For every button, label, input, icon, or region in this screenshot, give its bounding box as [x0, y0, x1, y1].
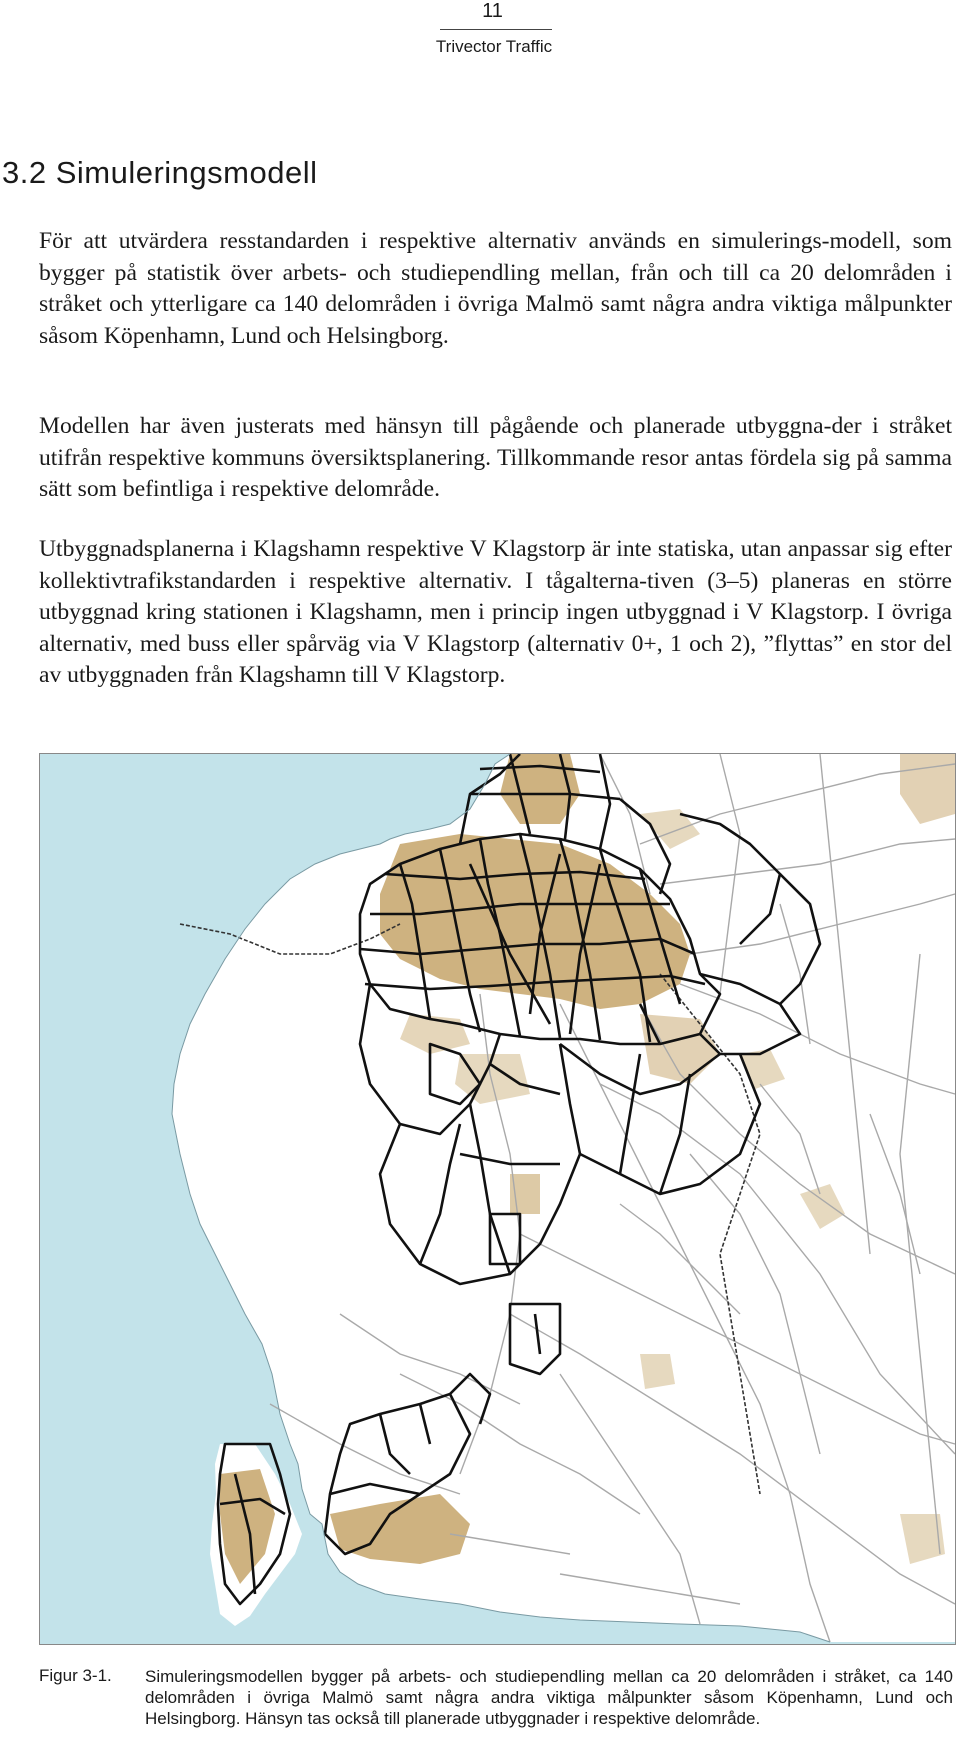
page-number: 11: [482, 0, 503, 22]
paragraph-1: För att utvärdera resstandarden i respektive alternativ används en simulerings-modell, som bygger på statistik över arbets- och studiependling mellan, från och till ca 20 delområden i stråket och ytterligare ca 140 delområden i övriga Malmö samt några andra viktiga målpunkter såsom Köpenhamn, Lund och Helsingborg.: [39, 228, 952, 349]
header-rule: [440, 29, 552, 30]
figure-caption: Simuleringsmodellen bygger på arbets- och studiependling mellan ca 20 delområden i stråket, ca 140 delområden i övriga Malmö samt några andra viktiga målpunkter såsom Köpenhamn, Lund och Helsingborg. Hänsyn tas också till planerade utbyggnader i respektive delområde.: [145, 1667, 953, 1728]
header-company: Trivector Traffic: [435, 37, 553, 56]
paragraph-3: Utbyggnadsplanerna i Klagshamn respektive V Klagstorp är inte statiska, utan anpassar sig efter kollektivtrafikstandarden i respektive alternativ. I tågalterna-tiven (3–5) planeras en större utbyggnad kring stationen i Klagshamn, men i princip ingen utbyggnad i V Klagstorp. I övriga alternativ, med buss eller spårväg via V Klagstorp (alternativ 0+, 1 och 2), ”flyttas” en stor del av utbyggnaden från Klagshamn till V Klagstorp.: [39, 536, 952, 688]
figure-label: Figur 3-1.: [39, 1666, 112, 1685]
zone-map: [40, 754, 955, 1644]
paragraph-2: Modellen har även justerats med hänsyn till pågående och planerade utbyggna-der i stråket utifrån respektive kommuns översiktsplanering. Tillkommande resor antas fördela sig på samma sätt som befintliga i respektive delområde.: [39, 413, 952, 502]
section-heading: 3.2 Simuleringsmodell: [2, 155, 318, 190]
figure-map: [39, 753, 956, 1645]
